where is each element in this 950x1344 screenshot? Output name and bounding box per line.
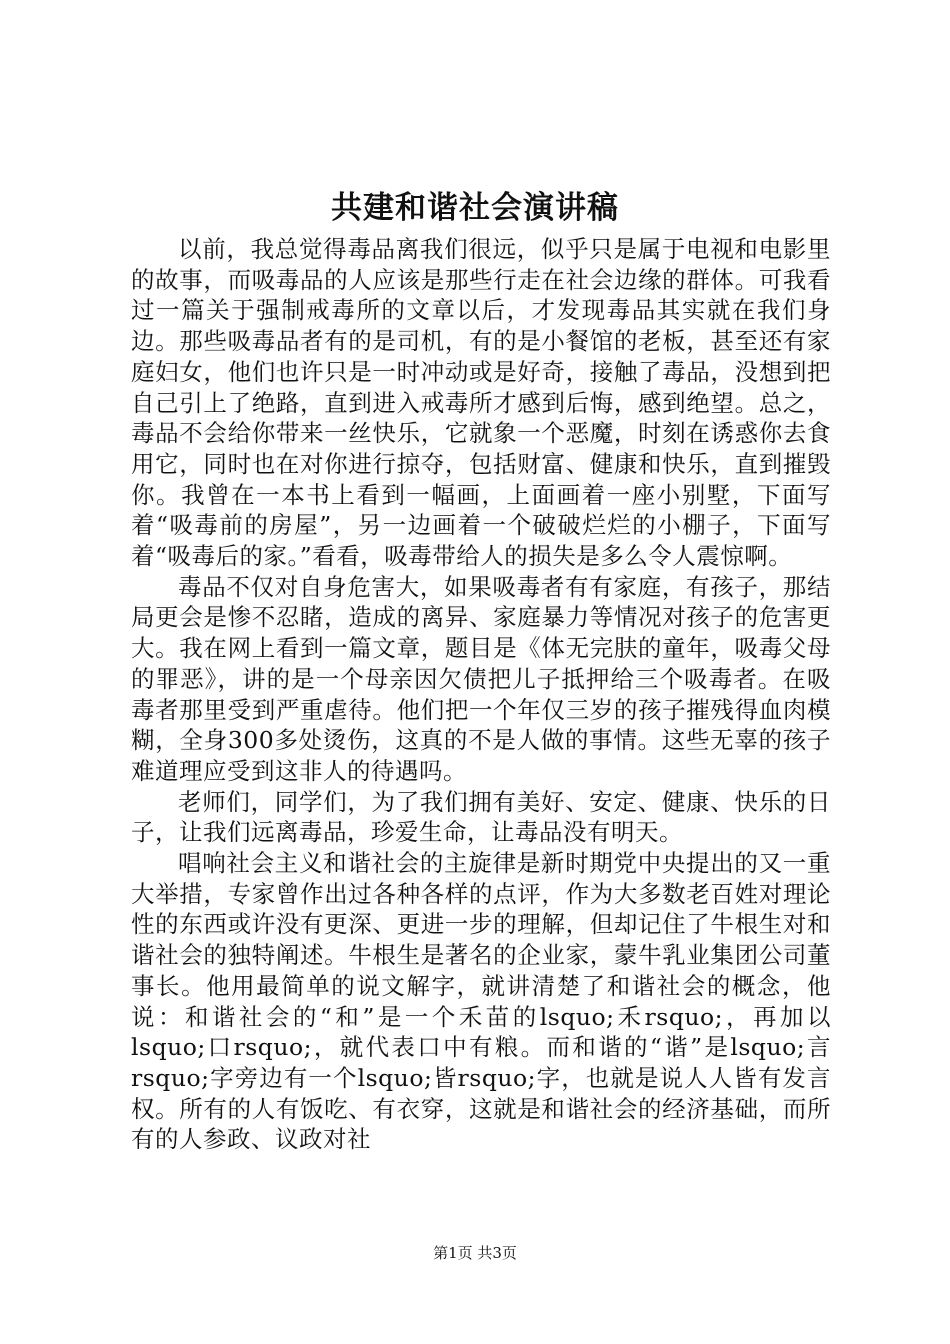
paragraph-3: 老师们，同学们，为了我们拥有美好、安定、健康、快乐的日子，让我们远离毒品，珍爱生命，让毒品没有明天。 [131,787,831,847]
paragraph-1: 以前，我总觉得毒品离我们很远，似乎只是属于电视和电影里的故事，而吸毒品的人应该是那些行走在社会边缘的群体。可我看过一篇关于强制戒毒所的文章以后，才发现毒品其实就在我们身边。那些吸毒品者有的是司机，有的是小餐馆的老板，甚至还有家庭妇女，他们也许只是一时冲动或是好奇，接触了毒品，没想到把自己引上了绝路，直到进入戒毒所才感到后悔，感到绝望。总之，毒品不会给你带来一丝快乐，它就象一个恶魔，时刻在诱惑你去食用它，同时也在对你进行掠夺，包括财富、健康和快乐，直到摧毁你。我曾在一本书上看到一幅画，上面画着一座小别墅，下面写着“吸毒前的房屋”，另一边画着一个破破烂烂的小棚子，下面写着“吸毒后的家。”看看，吸毒带给人的损失是多么令人震惊啊。 [131,235,831,571]
page-footer: 第1页 共3页 [433,1244,517,1262]
paragraph-4: 唱响社会主义和谐社会的主旋律是新时期党中央提出的又一重大举措，专家曾作出过各种各样的点评，作为大多数老百姓对理论性的东西或许没有更深、更进一步的理解，但却记住了牛根生对和谐社会的独特阐述。牛根生是著名的企业家，蒙牛乳业集团公司董事长。他用最简单的说文解字，就讲清楚了和谐社会的概念，他说：和谐社会的“和”是一个禾苗的lsquo;禾rsquo;，再加以lsquo;口rsquo;，就代表口中有粮。而和谐的“谐”是lsquo;言rsquo;字旁边有一个lsquo;皆rsquo;字，也就是说人人皆有发言权。所有的人有饭吃、有衣穿，这就是和谐社会的经济基础，而所有的人参政、议政对社 [131,849,831,1154]
paragraph-2: 毒品不仅对自身危害大，如果吸毒者有有家庭，有孩子，那结局更会是惨不忍睹，造成的离异、家庭暴力等情况对孩子的危害更大。我在网上看到一篇文章，题目是《体无完肤的童年，吸毒父母的罪恶》，讲的是一个母亲因欠债把儿子抵押给三个吸毒者。在吸毒者那里受到严重虐待。他们把一个年仅三岁的孩子摧残得血肉模糊，全身300多处烫伤，这真的不是人做的事情。这些无辜的孩子难道理应受到这非人的待遇吗。 [131,572,831,785]
document-body [131,234,831,1155]
document-title: 共建和谐社会演讲稿 [331,190,619,226]
